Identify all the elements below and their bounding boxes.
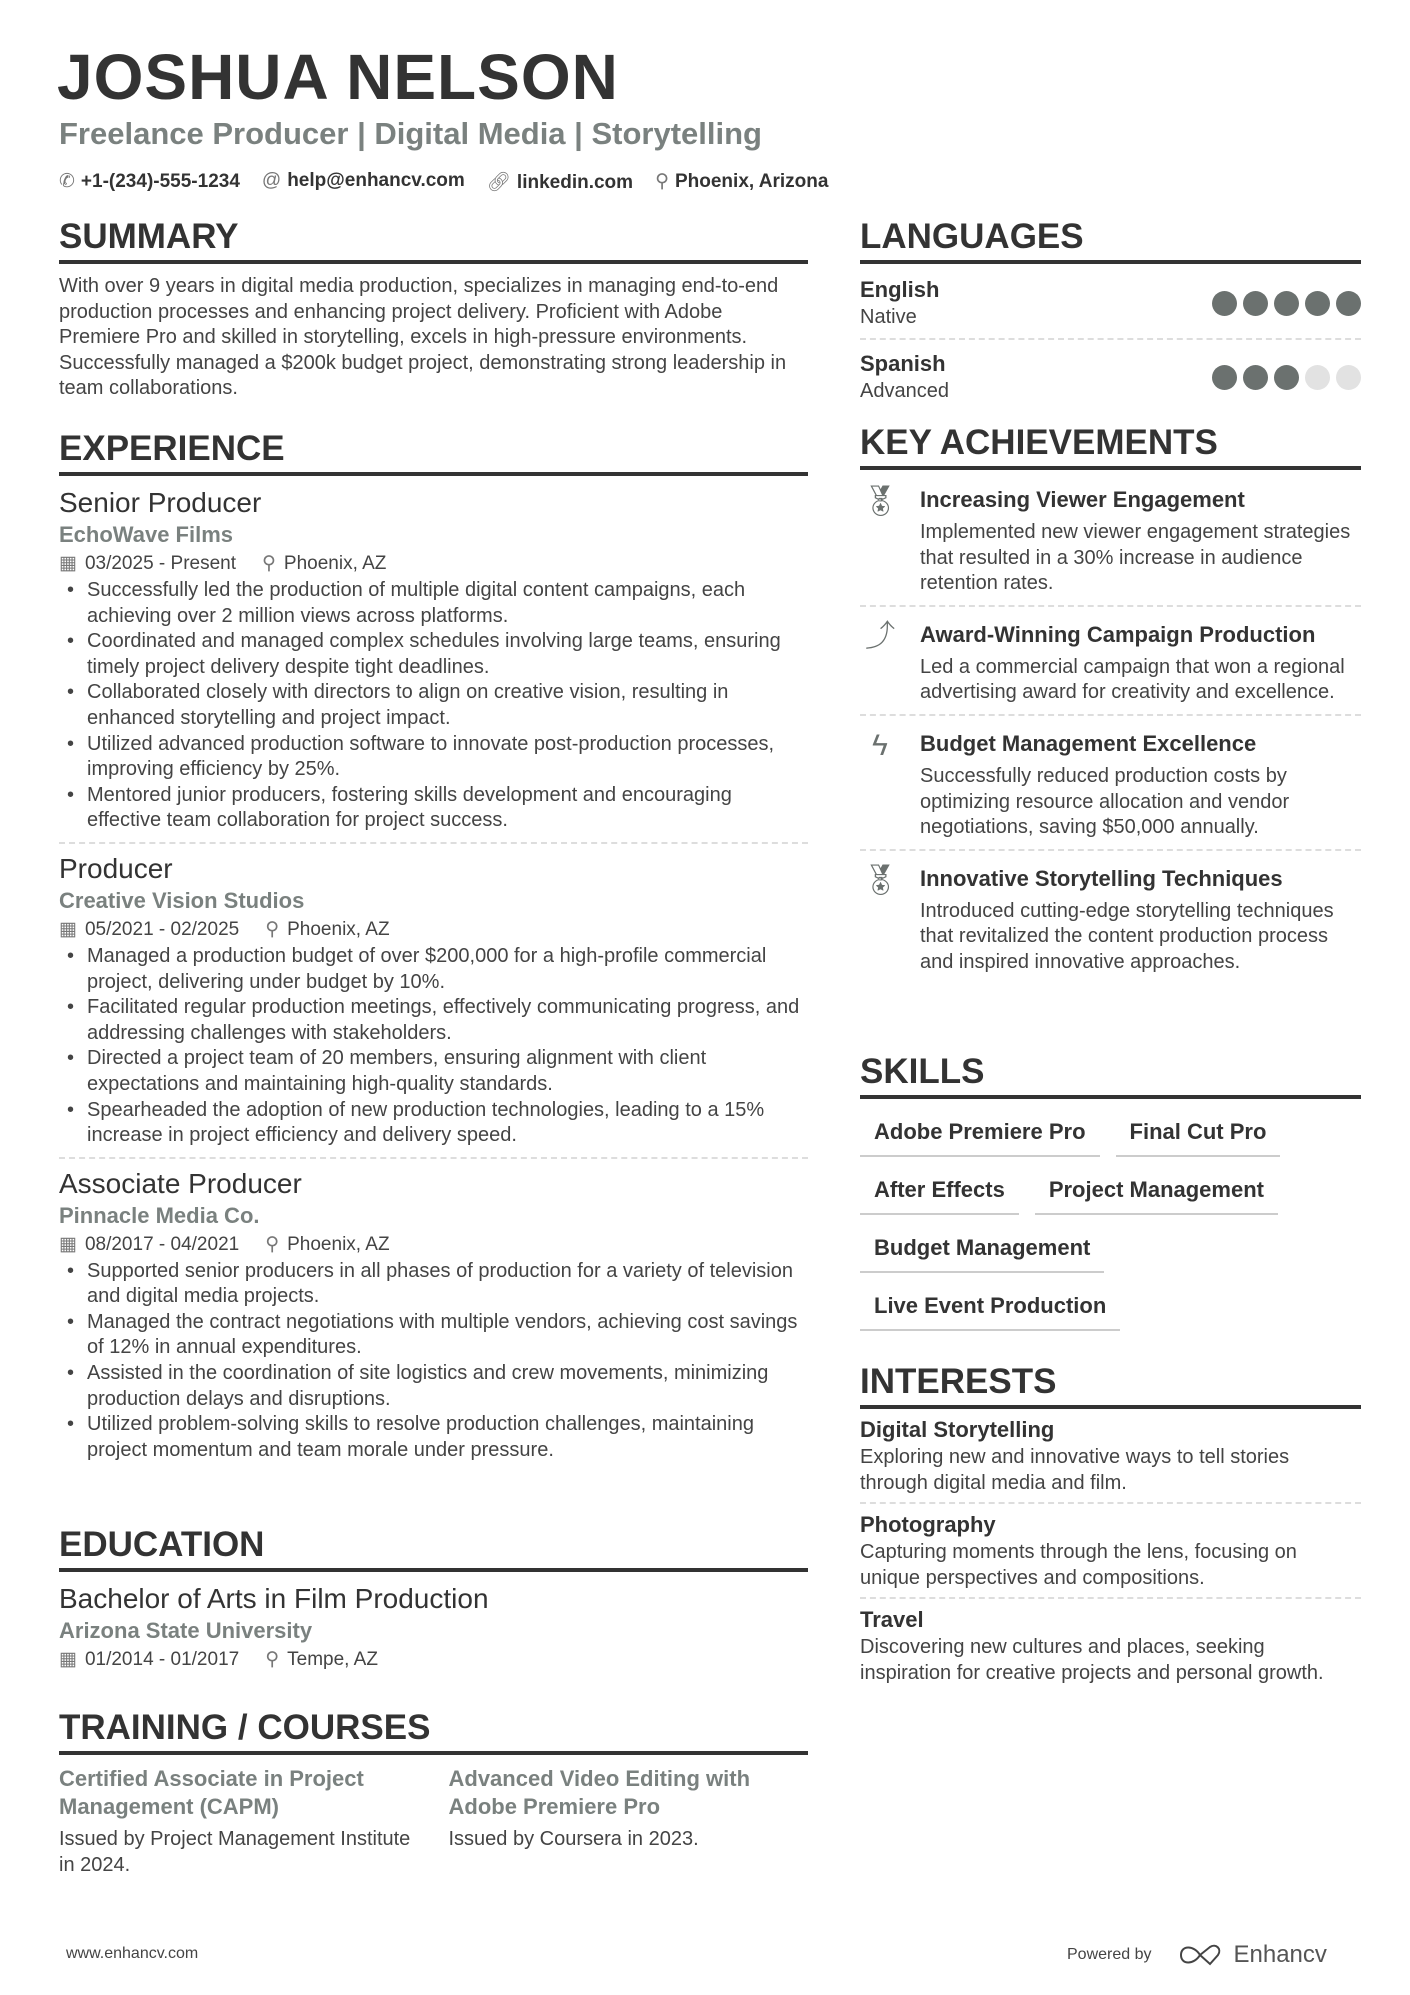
interest-item (860, 1415, 1361, 1504)
bullet-item: • Successfully led the production of multiple digital content campaigns, each achieving over 2 million views across platforms. (59, 578, 808, 629)
language-item (860, 274, 1361, 340)
headline: Freelance Producer | Digital Media | Storytelling (59, 116, 762, 151)
proficiency-dot (1243, 291, 1268, 316)
job-location: Phoenix, AZ (287, 918, 390, 940)
location-icon: ⚲ (265, 918, 280, 940)
company-name: Pinnacle Media Co. (59, 1202, 260, 1228)
bullet-item: • Collaborated closely with directors to align on creative vision, resulting in enhanced storytelling and project impact. (59, 680, 808, 731)
achievement-title: Budget Management Excellence (920, 730, 1257, 756)
proficiency-dot (1274, 365, 1299, 390)
experience-item (59, 486, 808, 844)
achievement-item (860, 724, 1361, 851)
job-location: Phoenix, AZ (283, 553, 387, 574)
bullet-item: • Utilized advanced production software to innovate post-production processes, improving efficiency by 25%. (59, 732, 808, 783)
job-title: Associate Producer (59, 1167, 302, 1199)
language-level: Native (860, 306, 917, 328)
calendar-icon: ▦ (59, 553, 77, 574)
proficiency-dot (1336, 291, 1361, 316)
job-dates: 03/2025 - Present (84, 553, 236, 574)
job-meta (59, 916, 808, 944)
at-icon: @ (261, 170, 282, 191)
summary-text: With over 9 years in digital media production, specializes in managing end-to-end production processes and enhancing project delivery. Proficient with Adobe Premiere Pro and skilled in storytelling, excels in high-pressure environments. Successfully managed a $200k budget project, demonstrating strong leadership in team collaborations. (59, 275, 787, 400)
job-meta (59, 550, 808, 578)
skill-tag: Budget Management (860, 1229, 1104, 1273)
interest-title: Digital Storytelling (860, 1417, 1055, 1442)
skill-tag: Adobe Premiere Pro (860, 1113, 1100, 1157)
job-title: Producer (59, 852, 173, 884)
award-ribbon-icon: 🏅︎ (860, 485, 900, 518)
calendar-icon: ▦ (59, 1233, 77, 1255)
achievement-text: Implemented new viewer engagement strategies that resulted in a 30% increase in audience retention rates. (920, 521, 1351, 595)
location-icon: ⚲ (265, 1233, 280, 1255)
contact-location (655, 170, 828, 194)
bullet-item: • Coordinated and managed complex schedules involving large teams, ensuring timely project delivery despite tight deadlines. (59, 629, 808, 680)
achievement-text: Successfully reduced production costs by optimizing resource allocation and vendor negotiations, saving $50,000 annually. (920, 764, 1290, 839)
job-dates: 05/2021 - 02/2025 (84, 918, 240, 940)
job-location: Phoenix, AZ (287, 1233, 390, 1255)
bullet-list (59, 578, 808, 834)
language-level: Advanced (860, 380, 949, 402)
interest-title: Photography (860, 1512, 996, 1538)
interest-text: Capturing moments through the lens, focusing on unique perspectives and compositions. (860, 1541, 1297, 1589)
experience-item (59, 1167, 808, 1472)
skill-tag: Live Event Production (860, 1287, 1120, 1331)
bullet-item: • Directed a project team of 20 members, ensuring alignment with client expectations and maintaining high-quality standards. (59, 1046, 808, 1097)
email-text: help@enhancv.com (287, 170, 465, 191)
achievement-title: Innovative Storytelling Techniques (920, 865, 1283, 891)
skill-tag: Project Management (1035, 1171, 1278, 1215)
bullet-item: • Managed a production budget of over $200,000 for a high-profile commercial project, delivering under budget by 10%. (59, 944, 808, 995)
degree: Bachelor of Arts in Film Production (59, 1583, 489, 1614)
job-meta (59, 1231, 808, 1259)
calendar-icon: ▦ (59, 918, 77, 940)
training-section (59, 1707, 808, 1878)
strategy-arrow-icon: ⤴ (865, 619, 895, 653)
linkedin-text: linkedin.com (516, 172, 634, 193)
achievement-title: Award-Winning Campaign Production (920, 621, 1316, 647)
language-name: English (860, 277, 940, 302)
languages-section (860, 216, 1361, 420)
experience-section (59, 428, 808, 1479)
skill-tag: Final Cut Pro (1116, 1113, 1281, 1157)
section-title: LANGUAGES (860, 216, 1361, 264)
candidate-name: JOSHUA NELSON (57, 41, 619, 113)
powered-by-label: Powered by (1067, 1946, 1152, 1963)
link-icon: 🔗︎ (486, 172, 511, 193)
interests-section (860, 1361, 1361, 1699)
education-dates: 01/2014 - 01/2017 (84, 1649, 240, 1670)
course-title: Advanced Video Editing with Adobe Premiere Pro (448, 1766, 751, 1819)
section-title: EDUCATION (59, 1524, 808, 1572)
section-title: SKILLS (860, 1051, 1361, 1099)
course-item (449, 1765, 809, 1878)
contact-phone[interactable] (59, 170, 240, 194)
proficiency-dot (1274, 291, 1299, 316)
bullet-item: • Mentored junior producers, fostering skills development and encouraging effective team collaboration for project success. (59, 783, 808, 834)
summary-section (59, 216, 808, 402)
achievement-text: Introduced cutting-edge storytelling techniques that revitalized the content production process and inspired innovative approaches. (920, 899, 1334, 973)
proficiency-dot (1336, 365, 1361, 390)
location-icon: ⚲ (265, 1649, 280, 1670)
course-issuer: Issued by Project Management Institute in 2024. (59, 1828, 411, 1876)
section-title: KEY ACHIEVEMENTS (860, 422, 1361, 470)
bullet-item: • Assisted in the coordination of site logistics and crew movements, minimizing production delays and disruptions. (59, 1361, 808, 1412)
section-title: INTERESTS (860, 1361, 1361, 1409)
footer-website[interactable]: www.enhancv.com (66, 1945, 199, 1962)
location-text: Phoenix, Arizona (674, 171, 829, 192)
phone-text: +1-(234)-555-1234 (80, 171, 240, 192)
section-title: SUMMARY (59, 216, 808, 264)
section-title: EXPERIENCE (59, 428, 808, 476)
location-icon: ⚲ (262, 553, 276, 574)
interest-text: Exploring new and innovative ways to tell stories through digital media and film. (860, 1446, 1290, 1494)
education-section (59, 1524, 808, 1674)
contact-linkedin[interactable] (487, 170, 633, 194)
proficiency-dot (1212, 291, 1237, 316)
job-title: Senior Producer (59, 487, 262, 518)
school: Arizona State University (59, 1618, 313, 1643)
education-location: Tempe, AZ (287, 1649, 378, 1670)
contact-row (59, 170, 828, 194)
brand-name: Enhancv (1233, 1941, 1327, 1968)
award-ribbon-icon: 🏅︎ (860, 863, 900, 897)
lightning-icon: ϟ (872, 728, 888, 762)
education-meta (59, 1646, 808, 1674)
contact-email[interactable] (262, 170, 465, 194)
skill-tag: After Effects (860, 1171, 1019, 1215)
bullet-item: • Managed the contract negotiations with multiple vendors, achieving cost savings of 12% in annual expenditures. (59, 1310, 808, 1361)
bullet-list (59, 1259, 808, 1464)
bullet-item: • Facilitated regular production meetings, effectively communicating progress, and addressing challenges with stakeholders. (59, 995, 808, 1046)
proficiency-dots (1212, 291, 1361, 316)
calendar-icon: ▦ (59, 1649, 77, 1670)
proficiency-dot (1305, 365, 1330, 390)
achievements-section (860, 422, 1361, 992)
course-issuer: Issued by Coursera in 2023. (448, 1828, 699, 1850)
bullet-item: • Utilized problem-solving skills to resolve production challenges, maintaining project momentum and team morale under pressure. (59, 1412, 808, 1463)
bullet-list (59, 944, 808, 1149)
achievement-text: Led a commercial campaign that won a regional advertising award for creativity and excellence. (920, 655, 1345, 704)
phone-icon: ✆ (59, 171, 75, 192)
interest-title: Travel (860, 1607, 924, 1633)
achievement-title: Increasing Viewer Engagement (920, 487, 1245, 512)
bullet-item: • Supported senior producers in all phases of production for a variety of television and digital media projects. (59, 1259, 808, 1310)
infinity-heart-icon (1178, 1943, 1224, 1967)
interest-text: Discovering new cultures and places, seeking inspiration for creative projects and personal growth. (860, 1636, 1324, 1684)
enhancv-logo[interactable] (1178, 1941, 1327, 1969)
course-item (59, 1765, 419, 1878)
bullet-item: • Spearheaded the adoption of new production technologies, leading to a 15% increase in project efficiency and delivery speed. (59, 1098, 808, 1149)
language-item (860, 348, 1361, 412)
job-dates: 08/2017 - 04/2021 (84, 1233, 240, 1255)
footer-branding (1067, 1941, 1327, 1969)
interest-item (860, 1510, 1361, 1599)
proficiency-dot (1243, 365, 1268, 390)
interest-item (860, 1605, 1361, 1692)
company-name: EchoWave Films (59, 522, 234, 547)
language-name: Spanish (860, 351, 946, 376)
experience-item (59, 852, 808, 1159)
section-title: TRAINING / COURSES (59, 1707, 808, 1755)
skills-section (860, 1051, 1361, 1331)
achievement-item (860, 480, 1361, 607)
course-title: Certified Associate in Project Management (CAPM) (59, 1766, 364, 1819)
proficiency-dot (1212, 365, 1237, 390)
achievement-item (860, 615, 1361, 716)
location-icon: ⚲ (655, 171, 669, 192)
proficiency-dot (1305, 291, 1330, 316)
company-name: Creative Vision Studios (59, 887, 305, 913)
proficiency-dots (1212, 365, 1361, 390)
achievement-item (860, 859, 1361, 984)
